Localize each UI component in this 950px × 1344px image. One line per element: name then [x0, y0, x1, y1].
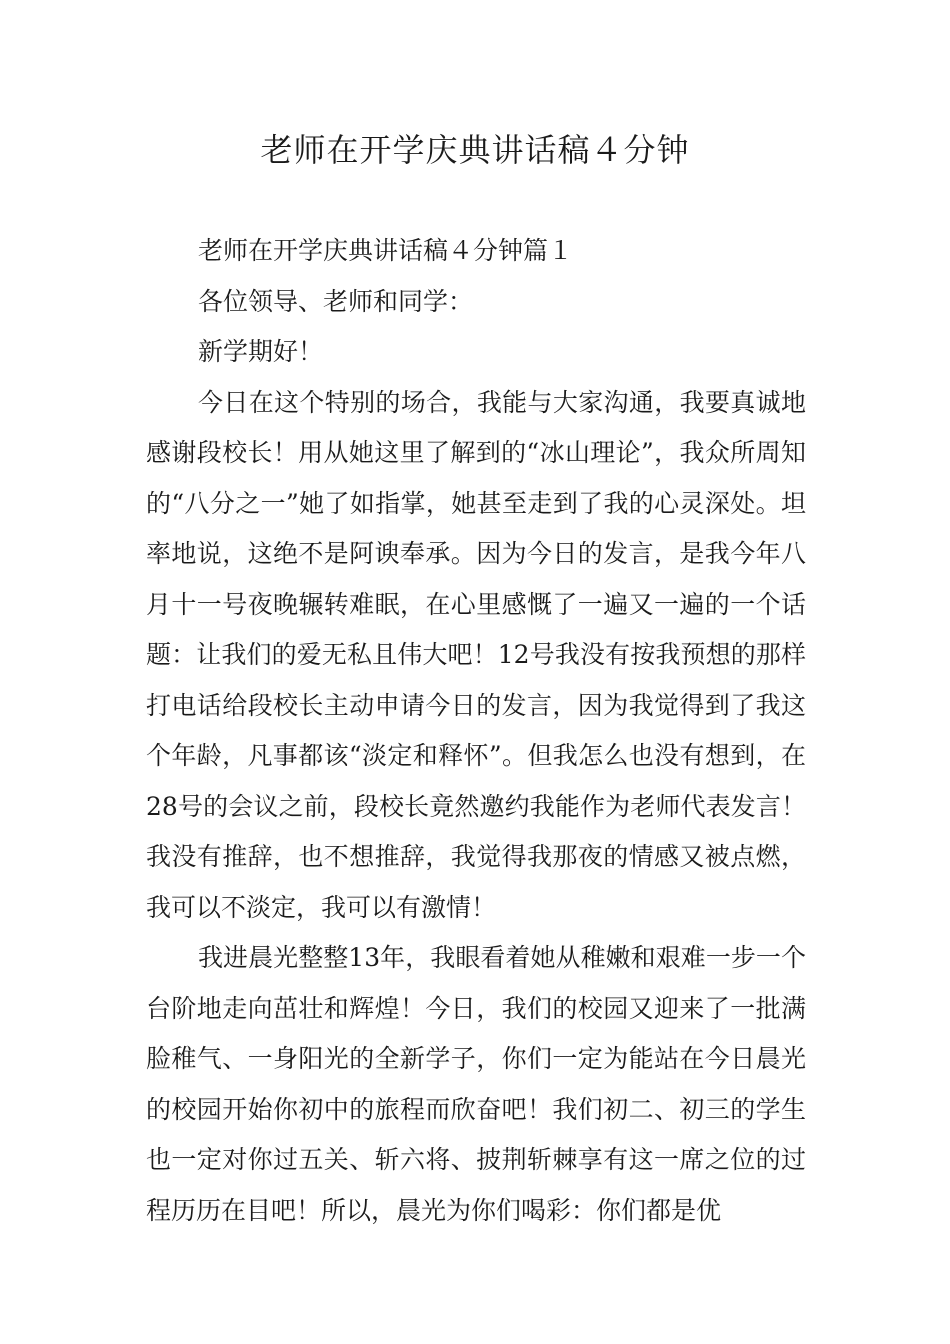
document-body: [146, 226, 806, 1236]
greeting: 新学期好！: [198, 337, 324, 366]
salutation: 各位领导、老师和同学：: [198, 286, 474, 316]
body-paragraph: 今日在这个特别的场合，我能与大家沟通，我要真诚地感谢段校长！用从她这里了解到的“冰山理论”，我众所周知的“八分之一”她了如指掌，她甚至走到了我的心灵深处。坦率地说，这绝不是阿谀奉承。因为今日的发言，是我今年八月十一号夜晚辗转难眠，在心里感慨了一遍又一遍的一个话题：让我们的爱无私且伟大吧！12号我没有按我预想的那样打电话给段校长主动申请今日的发言，因为我觉得到了我这个年龄，凡事都该“淡定和释怀”。但我怎么也没有想到，在28号的会议之前，段校长竟然邀约我能作为老师代表发言！我没有推辞，也不想推辞，我觉得我那夜的情感又被点燃，我可以不淡定，我可以有激情！: [146, 387, 806, 922]
body-paragraph: 我进晨光整整13年，我眼看着她从稚嫩和艰难一步一个台阶地走向茁壮和辉煌！今日，我们的校园又迎来了一批满脸稚气、一身阳光的全新学子，你们一定为能站在今日晨光的校园开始你初中的旅程而欣奋吧！我们初二、初三的学生也一定对你过五关、斩六将、披荆斩棘享有这一席之位的过程历历在目吧！所以，晨光为你们喝彩：你们都是优: [146, 943, 806, 1225]
section-heading: 老师在开学庆典讲话稿４分钟篇１: [198, 236, 574, 265]
document-title: 老师在开学庆典讲话稿４分钟: [260, 131, 690, 169]
